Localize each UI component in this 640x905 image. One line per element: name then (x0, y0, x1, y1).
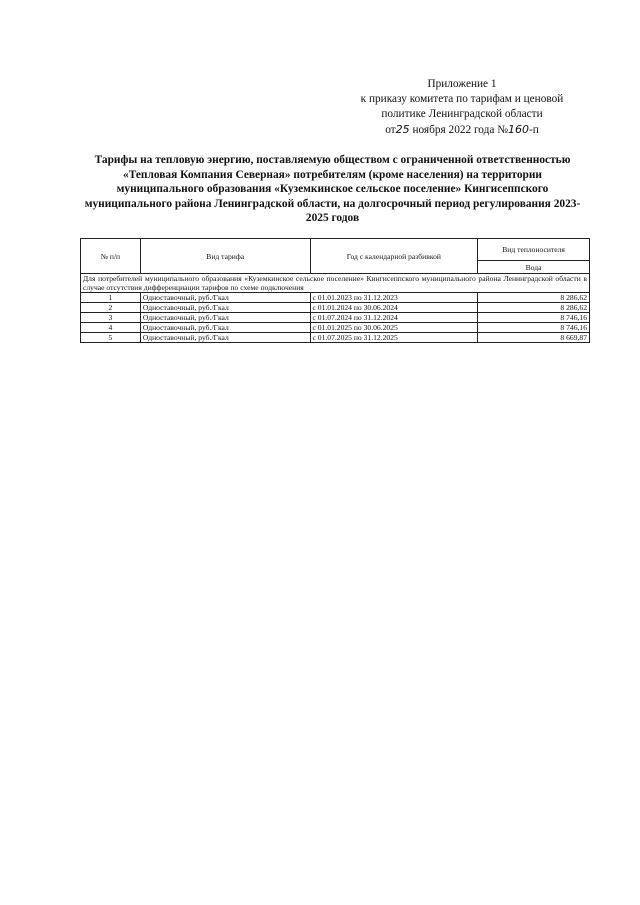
row-tariff-type: Одноставочный, руб./Гкал (140, 293, 310, 303)
row-tariff-type: Одноставочный, руб./Гкал (140, 303, 310, 313)
header-carrier: Вид теплоносителя (478, 239, 590, 261)
table-row (81, 303, 590, 313)
appendix-date-line (342, 122, 582, 138)
title-line-3: муниципального образования «Куземкинское сельское поселение» Кингисеппского (116, 183, 549, 196)
consumer-group-note: Для потребителей муниципального образования «Куземкинское сельское поселение» Кингисеппского муниципального района Ленинградской области в случае отсутствия дифференциации тарифов по схеме подключения (81, 274, 590, 293)
document-title (80, 153, 585, 226)
table-row (81, 293, 590, 303)
row-value: 8 746,16 (478, 323, 590, 333)
appendix-order-line: к приказу комитета по тарифам и ценовой (360, 93, 564, 105)
appendix-title: Приложение 1 (427, 78, 497, 90)
handwritten-day: 25 (395, 123, 410, 136)
table-row (81, 333, 590, 343)
row-value: 8 286,62 (478, 293, 590, 303)
header-num: № п/п (81, 239, 141, 274)
row-num: 4 (81, 323, 141, 333)
row-tariff-type: Одноставочный, руб./Гкал (140, 313, 310, 323)
title-line-4: муниципального района Ленинградской области, на долгосрочный период регулирования 2023- (84, 197, 581, 210)
row-tariff-type: Одноставочный, руб./Гкал (140, 333, 310, 343)
title-line-5: 2025 годов (305, 212, 360, 225)
row-value: 8 669,87 (478, 333, 590, 343)
row-num: 2 (81, 303, 141, 313)
tariff-table (80, 238, 590, 343)
row-period: с 01.07.2025 по 31.12.2025 (310, 333, 478, 343)
row-num: 3 (81, 313, 141, 323)
row-value: 8 746,16 (478, 313, 590, 323)
appendix-block (342, 77, 582, 138)
table-row (81, 323, 590, 333)
row-num: 5 (81, 333, 141, 343)
row-period: с 01.01.2025 по 30.06.2025 (310, 323, 478, 333)
row-period: с 01.07.2024 по 31.12.2024 (310, 313, 478, 323)
table-row (81, 313, 590, 323)
row-value: 8 286,62 (478, 303, 590, 313)
appendix-committee-line: политике Ленинградской области (381, 108, 543, 120)
header-period: Год с календарной разбивкой (310, 239, 478, 274)
header-water: Вода (478, 261, 590, 274)
row-tariff-type: Одноставочный, руб./Гкал (140, 323, 310, 333)
title-line-1: Тарифы на тепловую энергию, поставляемую обществом с ограниченной ответственностью (94, 154, 571, 166)
row-period: с 01.01.2023 по 31.12.2023 (310, 293, 478, 303)
row-period: с 01.01.2024 по 30.06.2024 (310, 303, 478, 313)
title-line-2: «Тепловая Компания Северная» потребителям (кроме населения) на территории (123, 168, 542, 181)
date-middle: ноября 2022 года № (409, 124, 508, 136)
handwritten-order-number: 160 (508, 123, 529, 136)
date-prefix: от (385, 124, 396, 136)
date-suffix: -п (529, 124, 539, 136)
row-num: 1 (81, 293, 141, 303)
header-tariff-type: Вид тарифа (140, 239, 310, 274)
